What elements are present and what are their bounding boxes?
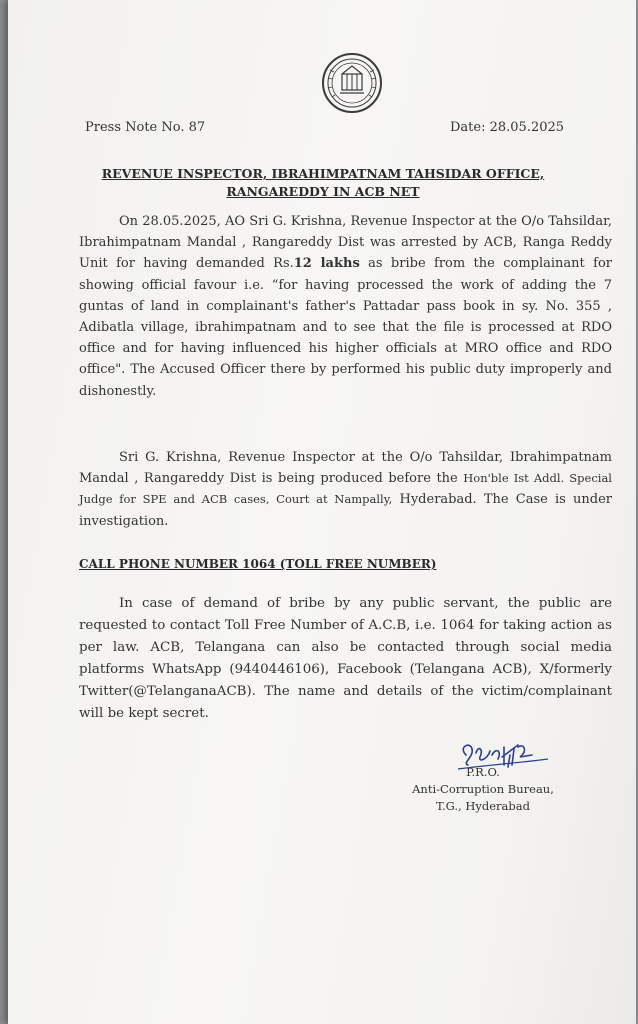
toll-free-heading: CALL PHONE NUMBER 1064 (TOLL FREE NUMBER)	[79, 557, 437, 571]
press-note-page	[8, 0, 636, 1024]
signatory-location: T.G., Hyderabad	[435, 799, 530, 813]
court-name: Hon'ble Ist Addl. Special Judge for SPE and ACB cases, Court at Nampally,	[79, 471, 612, 507]
press-note-number: Press Note No. 87	[85, 120, 206, 135]
signatory-organisation: Anti-Corruption Bureau,	[412, 782, 554, 796]
bribe-amount: 12 lakhs	[293, 256, 360, 272]
paragraph-2-text-end: Hyderabad. The Case is under investigation.	[79, 492, 613, 529]
signature-block	[403, 764, 563, 815]
government-seal-icon	[316, 52, 388, 114]
body-paragraph-3	[79, 593, 612, 725]
headline-line-1: REVENUE INSPECTOR, IBRAHIMPATNAM TAHSIDAR OFFICE,	[101, 166, 545, 181]
headline-line-2: RANGAREDDY IN ACB NET	[226, 184, 420, 199]
signatory-title: P.R.O.	[466, 765, 500, 779]
paragraph-3-text: In case of demand of bribe by any public servant, the public are requested to contact Toll Free Number of A.C.B, i.e. 1064 for taking action as per law. ACB, Telangana can also be contacted through social media platforms WhatsApp (9440446106), Facebook (Telangana ACB), X/formerly Twitter(@TelanganaACB). The name and details of the victim/complainant will be kept secret.	[79, 596, 612, 721]
body-paragraph-2	[79, 447, 612, 532]
body-paragraph-1	[79, 211, 612, 402]
press-note-date: Date: 28.05.2025	[450, 120, 565, 135]
paragraph-1-text-start: On 28.05.2025, AO Sri G. Krishna, Revenue Inspector at the O/o Tahsildar, Ibrahimpatnam Mandal , Rangareddy Dist was arrested by ACB, Ranga Reddy Unit for having demanded Rs.	[79, 214, 612, 272]
paragraph-2-text-start: Sri G. Krishna, Revenue Inspector at the O/o Tahsildar, Ibrahimpatnam Mandal , Rangareddy Dist is being produced before the	[79, 450, 612, 487]
paragraph-1-text-end: as bribe from the complainant for showing official favour i.e. “for having processed the work of adding the 7 guntas of land in complainant's father's Pattadar pass book in sy. No. 355 , Adibatla village, ibrahimpatnam and to see that the file is processed at RDO office and for having influenced his higher officials at MRO office and RDO office". The Accused Officer there by performed his public duty improperly and dishonestly.	[79, 256, 612, 399]
